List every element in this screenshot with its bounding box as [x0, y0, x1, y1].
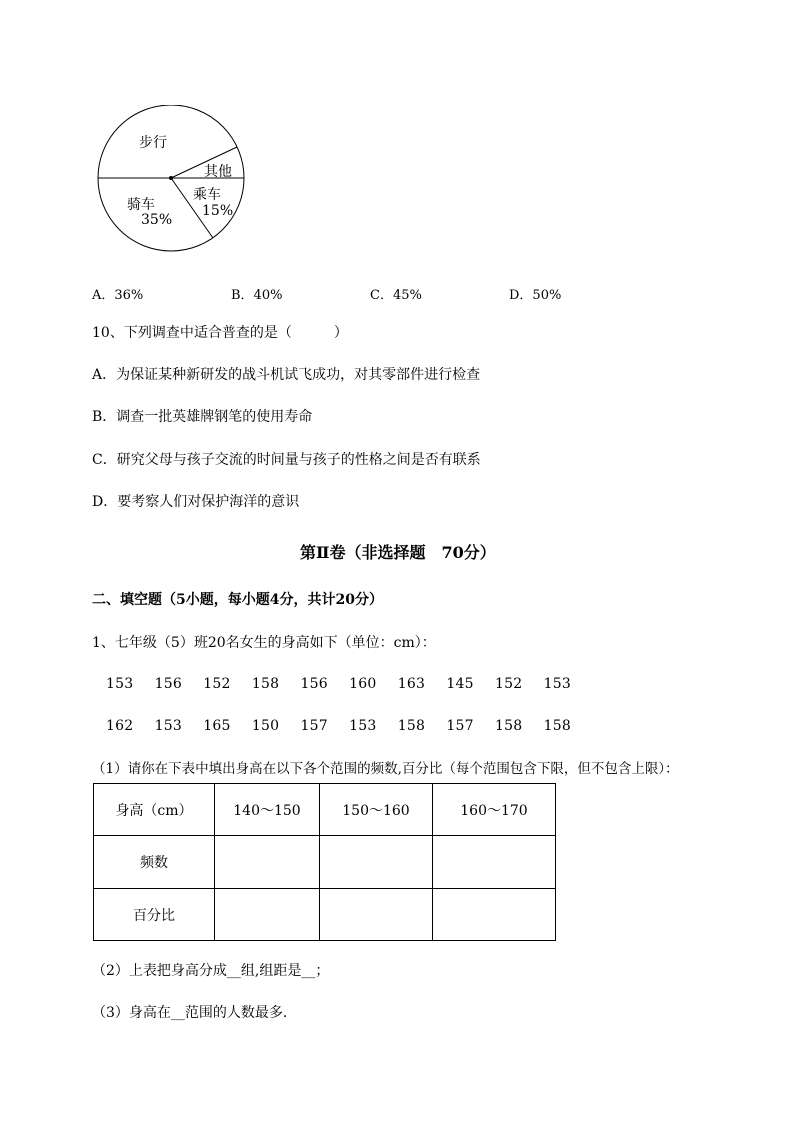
table-header-range-3: 160～170 [433, 784, 556, 836]
table-cell [433, 836, 556, 889]
table-header-row [94, 784, 556, 836]
table-cell [433, 889, 556, 941]
table-cell [215, 889, 320, 941]
table-row-percent [94, 889, 556, 941]
table-cell [320, 836, 433, 889]
q10-option-b: B．调查一批英雄牌钢笔的使用寿命 [92, 409, 313, 425]
table-cell [215, 836, 320, 889]
table-label-percent: 百分比 [94, 889, 215, 941]
q1-sub3: （3）身高在__范围的人数最多． [92, 1005, 297, 1021]
q9-option-a: A．36% [92, 288, 144, 303]
table-header-range-2: 150～160 [320, 784, 433, 836]
q10-stem: 10、下列调查中适合普查的是（ ） [92, 325, 348, 341]
q1-stem: 1、七年级（5）班20名女生的身高如下（单位：cm）： [92, 635, 436, 651]
q10-option-d: D．要考察人们对保护海洋的意识 [92, 494, 300, 510]
table-header-height: 身高（cm） [94, 784, 215, 836]
q9-option-c: C．45% [370, 288, 422, 303]
q10-option-a: A．为保证某种新研发的战斗机试飞成功，对其零部件进行检查 [92, 367, 481, 383]
table-row-frequency [94, 836, 556, 889]
pie-label-bus-pct: 15% [202, 203, 234, 219]
table-header-range-1: 140～150 [215, 784, 320, 836]
q9-option-d: D．50% [509, 288, 562, 303]
pie-label-bike-pct: 35% [141, 212, 173, 228]
q1-sub2: （2）上表把身高分成__组,组距是__； [92, 963, 330, 979]
pie-label-bus: 乘车 [193, 187, 221, 203]
pie-center-dot [169, 176, 173, 180]
section2-heading: 二、填空题（5小题，每小题4分，共计20分） [92, 592, 383, 608]
q1-heights-row1: 153 156 152 158 156 160 163 145 152 153 [106, 676, 571, 692]
table-cell [320, 889, 433, 941]
section2-title: 第Ⅱ卷（非选择题 70分） [300, 543, 496, 562]
frequency-table [93, 783, 556, 941]
pie-label-bike: 骑车 [127, 197, 155, 213]
q1-sub1: （1）请你在下表中填出身高在以下各个范围的频数,百分比（每个范围包含下限，但不包含上限）： [92, 761, 679, 777]
q9-option-b: B．40% [231, 288, 283, 303]
pie-label-other: 其他 [204, 164, 232, 180]
q1-heights-row2: 162 153 165 150 157 153 158 157 158 158 [106, 718, 571, 734]
q10-option-c: C．研究父母与孩子交流的时间量与孩子的性格之间是否有联系 [92, 452, 481, 468]
pie-label-walk: 步行 [139, 135, 167, 151]
table-label-frequency: 频数 [94, 836, 215, 889]
